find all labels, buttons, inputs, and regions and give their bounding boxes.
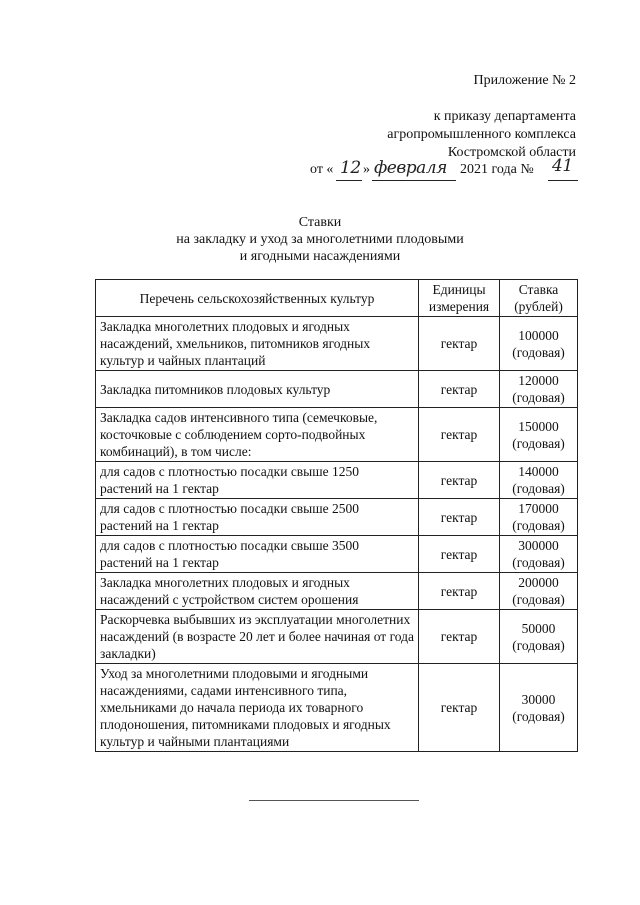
unit-cell: гектар — [419, 573, 500, 610]
rates-table — [95, 279, 578, 752]
unit-cell: гектар — [419, 317, 500, 371]
table-header-row — [96, 280, 578, 317]
rate-cell: 140000 (годовая) — [500, 462, 578, 499]
date-prefix: от « — [310, 162, 334, 177]
header-rate: Ставка (рублей) — [500, 280, 578, 317]
table-row — [96, 536, 578, 573]
unit-cell: гектар — [419, 408, 500, 462]
table-row — [96, 499, 578, 536]
crop-name: для садов с плотностью посадки свыше 2500 растений на 1 гектар — [96, 499, 419, 536]
unit-cell: гектар — [419, 664, 500, 752]
table-row — [96, 462, 578, 499]
rate-cell: 170000 (годовая) — [500, 499, 578, 536]
unit-cell: гектар — [419, 610, 500, 664]
header-units: Единицы измерения — [419, 280, 500, 317]
rate-cell: 150000 (годовая) — [500, 408, 578, 462]
rate-cell: 120000 (годовая) — [500, 371, 578, 408]
unit-cell: гектар — [419, 499, 500, 536]
header-crops: Перечень сельскохозяйственных культур — [96, 280, 419, 317]
title-line-2: на закладку и уход за многолетними плодовыми — [176, 232, 464, 247]
rate-cell: 200000 (годовая) — [500, 573, 578, 610]
appendix-number: Приложение № 2 — [473, 73, 576, 88]
table-row — [96, 371, 578, 408]
crop-name: Закладка садов интенсивного типа (семечковые, косточковые с соблюдением сорто-подвойных комбинаций), в том числе: — [96, 408, 419, 462]
order-date-line — [300, 156, 580, 186]
rate-cell: 100000 (годовая) — [500, 317, 578, 371]
crop-name: Закладка многолетних плодовых и ягодных насаждений с устройством систем орошения — [96, 573, 419, 610]
unit-cell: гектар — [419, 536, 500, 573]
table-row — [96, 573, 578, 610]
rate-cell: 50000 (годовая) — [500, 610, 578, 664]
number-underline — [548, 180, 578, 181]
table-row — [96, 664, 578, 752]
end-of-document-line — [249, 800, 419, 801]
table-row — [96, 408, 578, 462]
rate-cell: 300000 (годовая) — [500, 536, 578, 573]
crop-name: для садов с плотностью посадки свыше 1250 растений на 1 гектар — [96, 462, 419, 499]
month-underline — [372, 180, 456, 181]
document-header — [387, 72, 576, 162]
document-title — [0, 214, 640, 265]
order-reference-line-3: Костромской области — [447, 145, 576, 160]
year-text: 2021 года № — [460, 162, 534, 177]
date-mid: » — [363, 162, 370, 177]
title-line-3: и ягодными насаждениями — [239, 249, 401, 264]
crop-name: для садов с плотностью посадки свыше 3500 растений на 1 гектар — [96, 536, 419, 573]
handwritten-month: февраля — [374, 158, 447, 178]
table-row — [96, 610, 578, 664]
crop-name: Уход за многолетними плодовыми и ягодными насаждениями, садами интенсивного типа, хмельниками до начала периода их товарного плодоношения, питомниками плодовых и ягодных культур и чайными плантациями — [96, 664, 419, 752]
unit-cell: гектар — [419, 462, 500, 499]
day-underline — [336, 180, 362, 181]
title-line-1: Ставки — [298, 215, 342, 230]
rate-cell: 30000 (годовая) — [500, 664, 578, 752]
table-row — [96, 317, 578, 371]
crop-name: Раскорчевка выбывших из эксплуатации многолетних насаждений (в возрасте 20 лет и более начиная от года закладки) — [96, 610, 419, 664]
handwritten-number: 41 — [552, 156, 573, 176]
handwritten-day: 12 — [340, 158, 361, 178]
crop-name: Закладка многолетних плодовых и ягодных насаждений, хмельников, питомников ягодных культур и чайных плантаций — [96, 317, 419, 371]
unit-cell: гектар — [419, 371, 500, 408]
order-reference-line-1: к приказу департамента — [433, 109, 576, 124]
crop-name: Закладка питомников плодовых культур — [96, 371, 419, 408]
order-reference-line-2: агропромышленного комплекса — [387, 127, 576, 142]
